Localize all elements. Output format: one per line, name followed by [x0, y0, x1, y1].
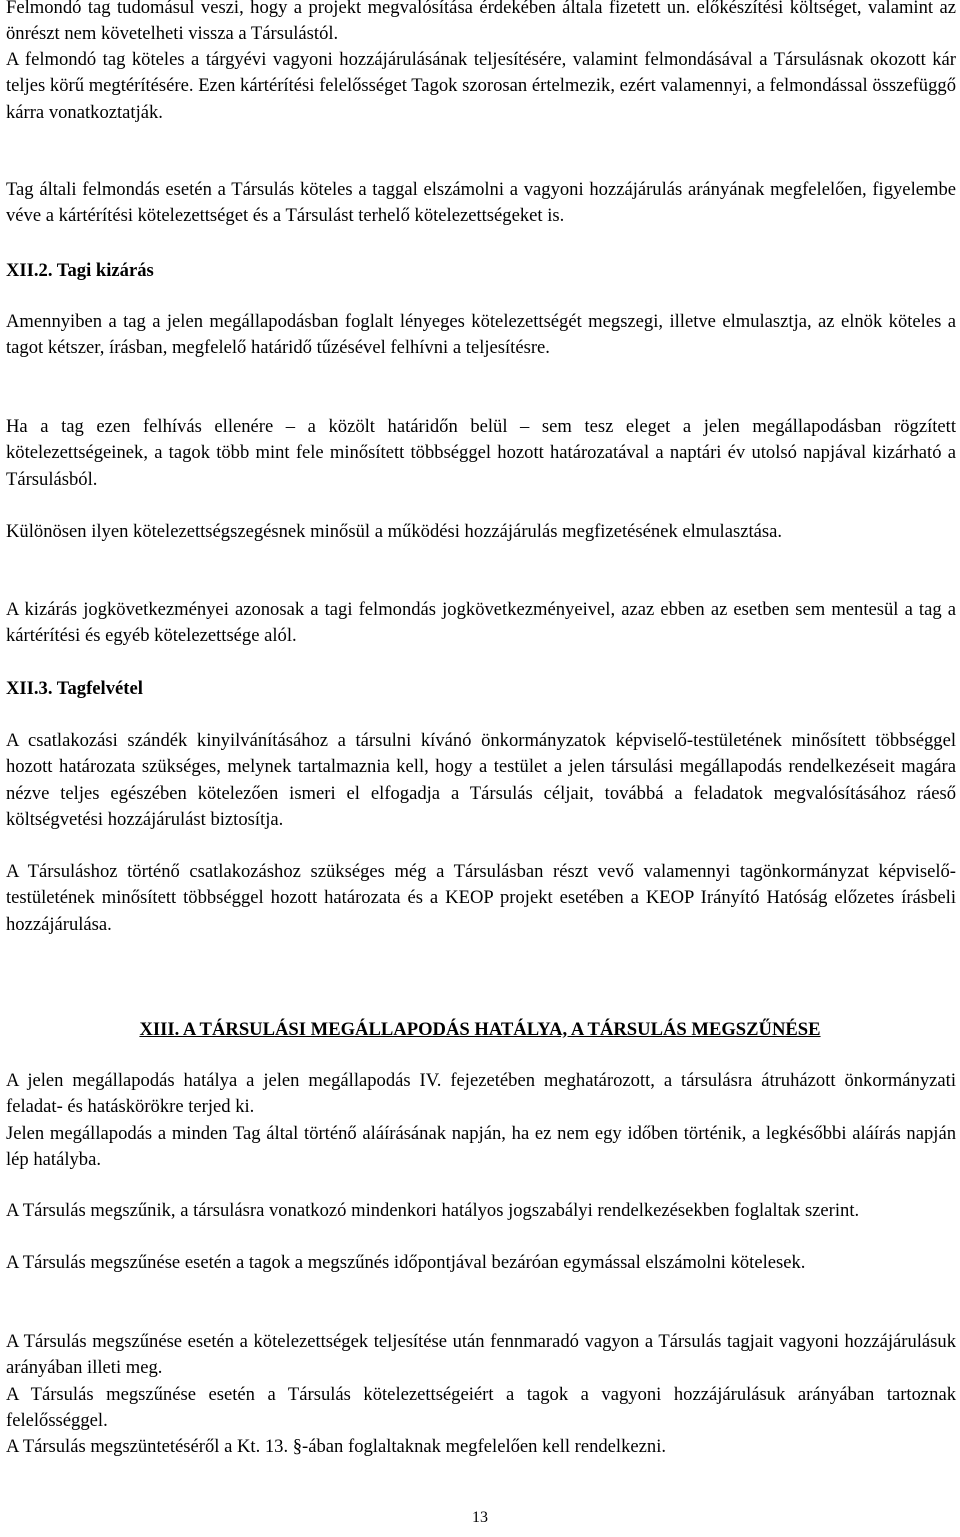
paragraph-withdrawing-member-obligations: A felmondó tag köteles a tárgyévi vagyoni hozzájárulásának teljesítésére, valamint felmondásával a Társulásnak okozott kár teljes körű megtérítésére. Ezen kártérítési felelősséget Tagok szorosan értelmezik, ezért valamennyi, a felmondással összefüggő kárra vonatkoztatják.: [6, 49, 956, 123]
paragraph-entry-into-force: Jelen megállapodás a minden Tag által történő aláírásának napján, ha ez nem egy időben történik, a legkésőbbi aláírás napján lép hatályba.: [6, 1123, 956, 1171]
heading-xii2-member-exclusion: XII.2. Tagi kizárás: [6, 260, 154, 281]
paragraph-settlement-on-withdrawal: Tag általi felmondás esetén a Társulás köteles a taggal elszámolni a vagyoni hozzájárulás arányának megfelelően, figyelembe véve a kártérítési kötelezettséget és a Társulást terhelő kötelezettségeket is.: [6, 179, 956, 227]
paragraph-termination-by-law: A Társulás megszűnik, a társulásra vonatkozó mindenkori hatályos jogszabályi rendelkezésekben foglaltak szerint.: [6, 1200, 860, 1221]
paragraph-remaining-assets: A Társulás megszűnése esetén a kötelezettségek teljesítése után fennmaradó vagyon a Társulás tagjait vagyoni hozzájárulásuk arányában illeti meg.: [6, 1331, 956, 1379]
heading-xii3-admission: XII.3. Tagfelvétel: [6, 678, 143, 699]
paragraph-termination-rules-reference: A Társulás megszüntetéséről a Kt. 13. §-ában foglaltaknak megfelelően kell rendelkezni.: [6, 1436, 667, 1457]
paragraph-agreement-scope: A jelen megállapodás hatálya a jelen megállapodás IV. fejezetében meghatározott, a társulásra átruházott önkormányzati feladat- és hatáskörökre terjed ki.: [6, 1070, 956, 1118]
paragraph-settlement-on-termination: A Társulás megszűnése esetén a tagok a megszűnés időpontjával bezáróan egymással elszámolni kötelesek.: [6, 1252, 806, 1273]
paragraph-breach-of-obligation: Amennyiben a tag a jelen megállapodásban foglalt lényeges kötelezettségét megszegi, illetve elmulasztja, az elnök köteles a tagot kétszer, írásban, megfelelő határidő tűzésével felhívni a teljesítésre.: [6, 311, 956, 359]
paragraph-breach-example: Különösen ilyen kötelezettségszegésnek minősül a működési hozzájárulás megfizetésének elmulasztása.: [6, 521, 783, 542]
paragraph-exclusion-vote: Ha a tag ezen felhívás ellenére – a közölt határidőn belül – sem tesz eleget a jelen megállapodásban rögzített kötelezettségeinek, a tagok több mint fele minősített többséggel hozott határozatával a naptári év utolsó napjával kizárható a Társulásból.: [6, 416, 956, 490]
paragraph-prepayment-no-refund: Felmondó tag tudomásul veszi, hogy a projekt megvalósítása érdekében általa fizetett un. előkészítési költséget, valamint az önrészt nem követelheti vissza a Társulástól.: [6, 0, 956, 45]
paragraph-intent-to-join: A csatlakozási szándék kinyilvánításához a társulni kívánó önkormányzatok képviselő-testületének minősített többséggel hozott határozata szükséges, melynek tartalmaznia kell, hogy a testület a jelen társulási megállapodás rendelkezéseit magára nézve teljes egészében kötelezően ismeri el elfogadja a Társulás céljait, továbbá a feladatok megvalósításához ráeső költségvetési hozzájárulást biztosítja.: [6, 730, 956, 831]
heading-xiii-scope-and-termination: XIII. A TÁRSULÁSI MEGÁLLAPODÁS HATÁLYA, A TÁRSULÁS MEGSZŰNÉSE: [139, 1019, 821, 1040]
paragraph-liability-on-termination: A Társulás megszűnése esetén a Társulás kötelezettségeiért a tagok a vagyoni hozzájárulásuk arányában tartoznak felelősséggel.: [6, 1384, 956, 1432]
page-number: 13: [472, 1509, 488, 1526]
paragraph-exclusion-consequences: A kizárás jogkövetkezményei azonosak a tagi felmondás jogkövetkezményeivel, azaz ebben az esetben sem mentesül a tag a kártérítési és egyéb kötelezettsége alól.: [6, 599, 956, 647]
paragraph-joining-requirements: A Társuláshoz történő csatlakozáshoz szükséges még a Társulásban részt vevő valamennyi tagönkormányzat képviselő-testületének minősített többséggel hozott határozata és a KEOP projekt esetében a KEOP Irányító Hatóság előzetes írásbeli hozzájárulása.: [6, 861, 956, 935]
